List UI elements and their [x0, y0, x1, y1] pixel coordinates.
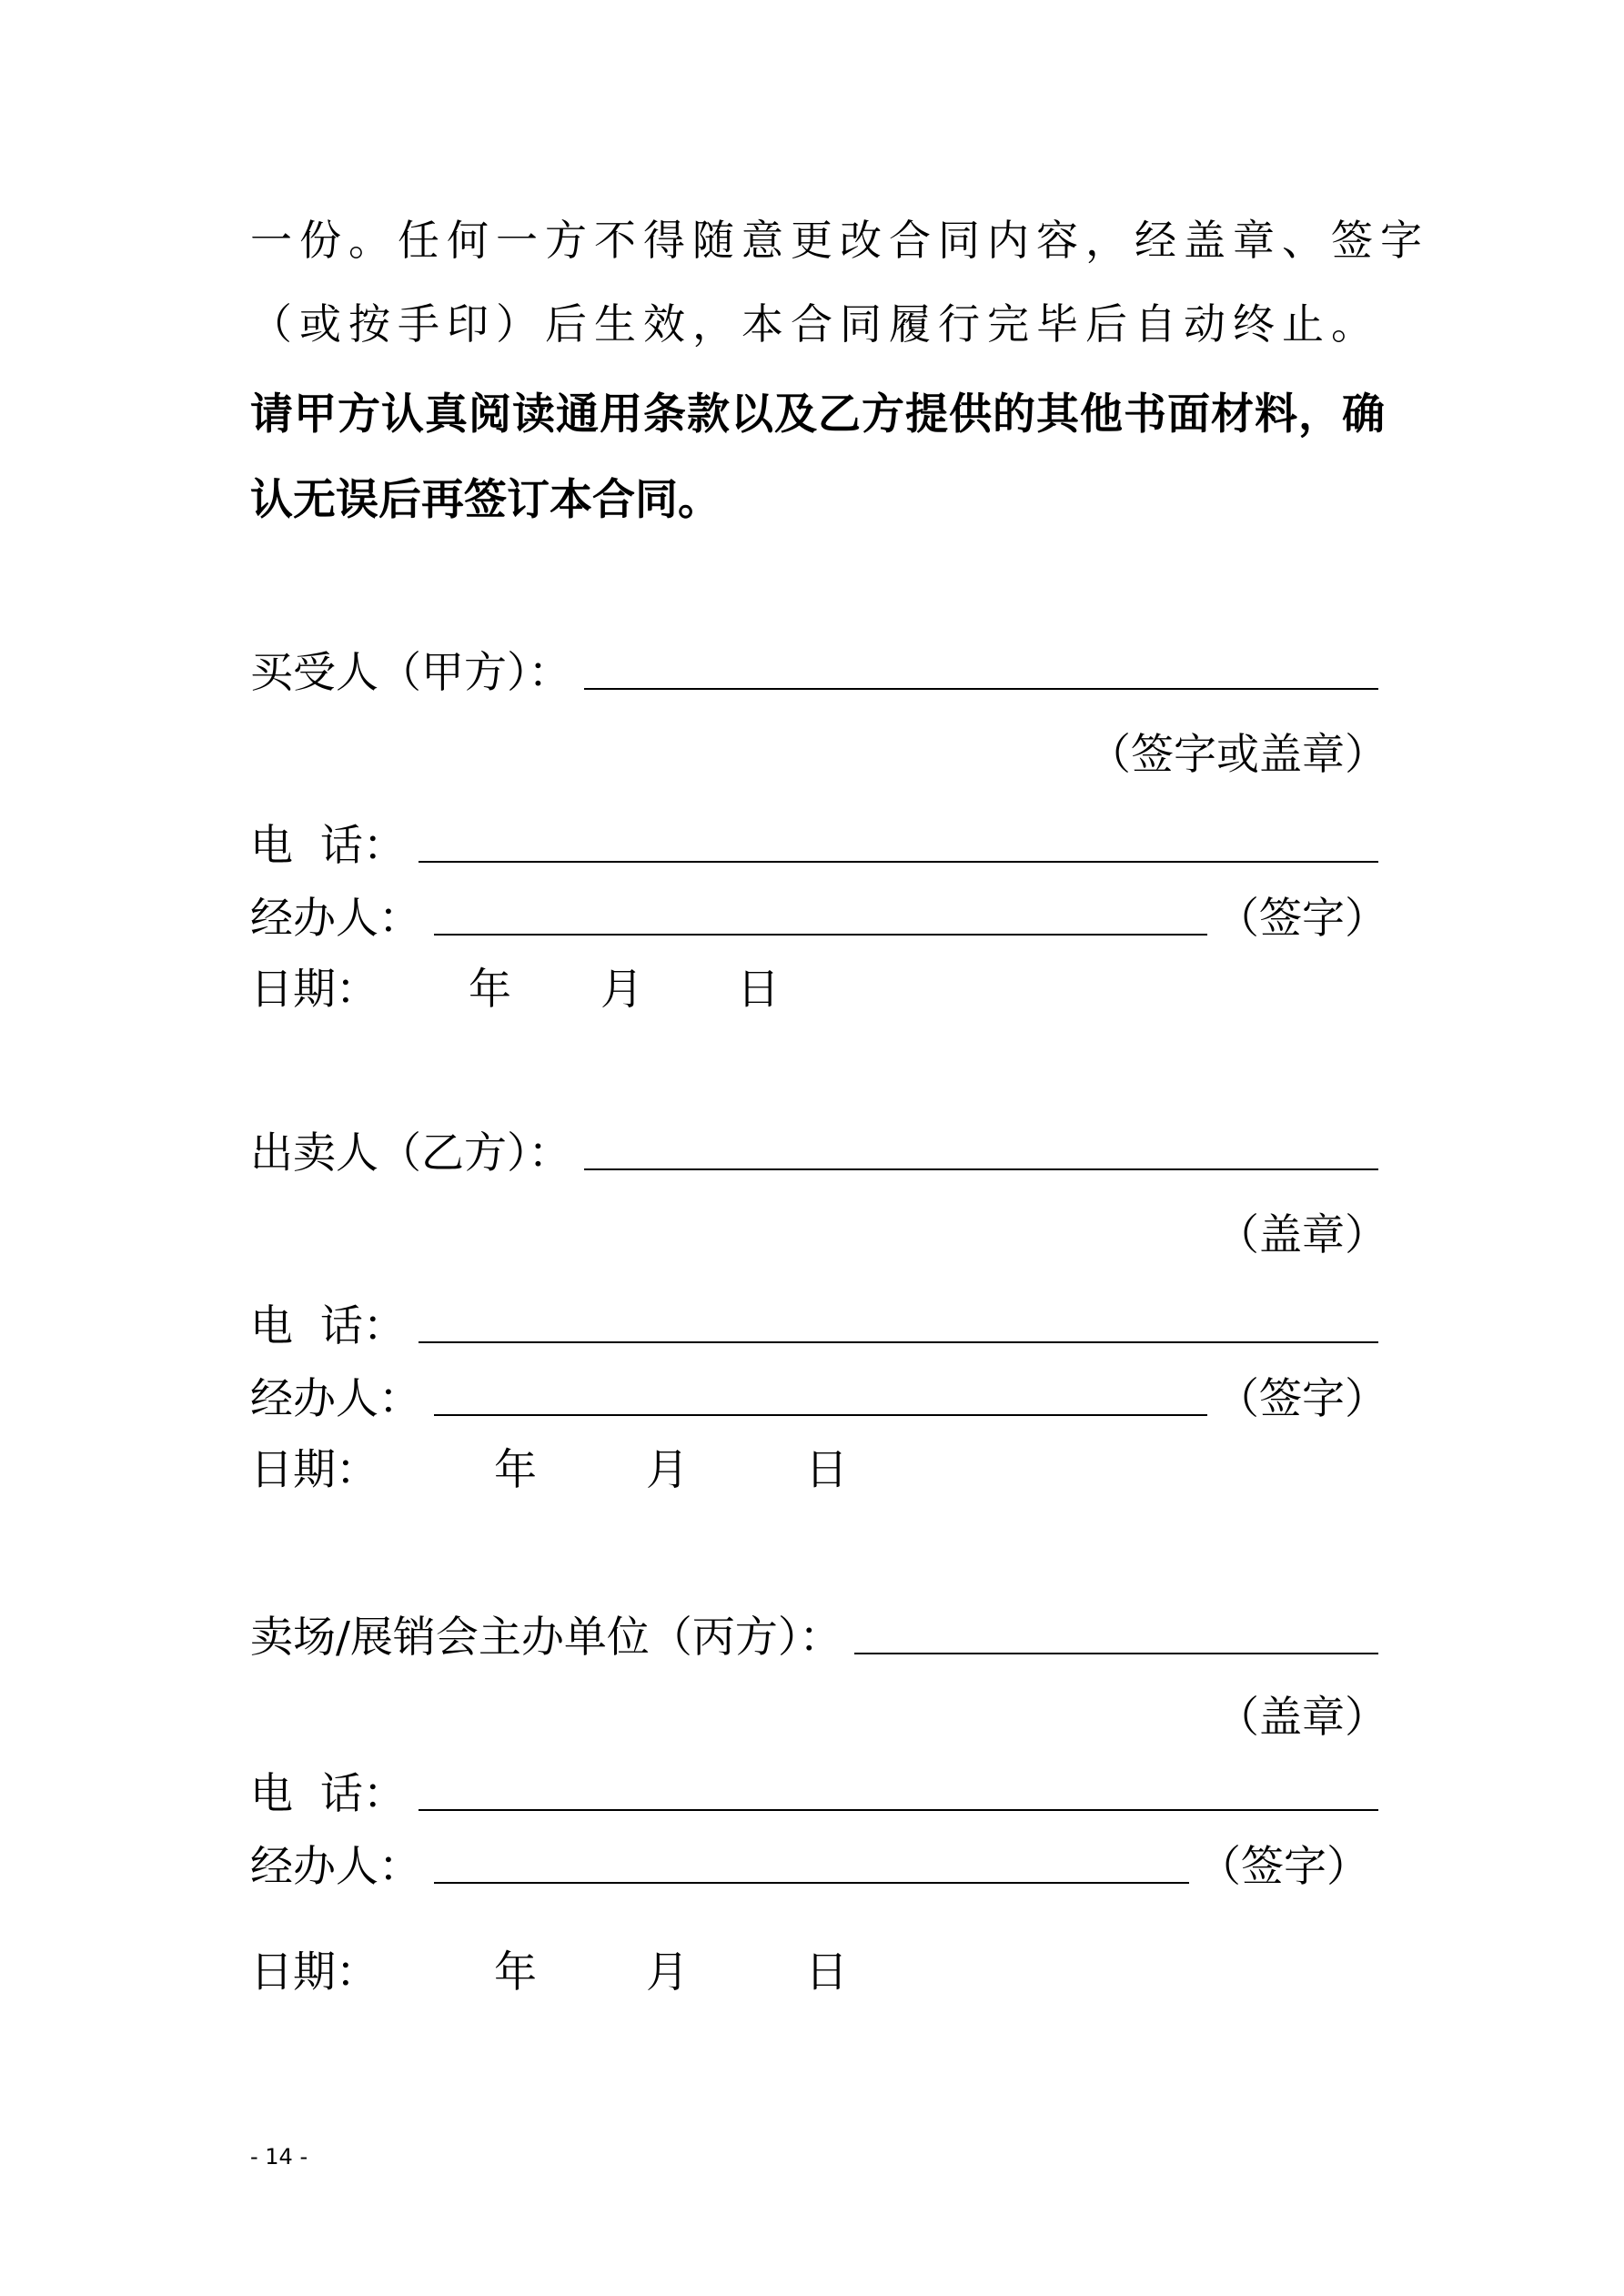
- party-a-name-line[interactable]: [584, 686, 1379, 690]
- party-b-name-field[interactable]: [250, 1118, 1387, 1181]
- party-a-date-label: 日期：: [250, 965, 378, 1015]
- party-c-agent-line[interactable]: [434, 1880, 1189, 1884]
- notice-text-line-1: 请甲方认真阅读通用条款以及乙方提供的其他书面材料，确: [250, 389, 1386, 440]
- party-b-date-year: 年: [494, 1445, 537, 1495]
- body-text-line-2: （或按手印）后生效，本合同履行完毕后自动终止。: [250, 299, 1380, 349]
- party-a-agent-line[interactable]: [434, 932, 1207, 936]
- party-c-agent-suffix: （签字）: [1198, 1842, 1369, 1892]
- party-b-phone-field[interactable]: [250, 1290, 1387, 1354]
- body-text-line-1: 一份。任何一方不得随意更改合同内容，经盖章、签字: [250, 216, 1429, 265]
- party-a-date: [250, 963, 796, 1017]
- party-c-date-day: 日: [805, 1947, 848, 1998]
- party-c-agent-field[interactable]: [250, 1831, 1369, 1895]
- party-b-date-day: 日: [805, 1445, 848, 1495]
- party-b-agent-label: 经办人：: [250, 1374, 421, 1424]
- party-b-date-label: 日期：: [250, 1445, 378, 1495]
- party-c-name-label: 卖场/展销会主办单位（丙方）：: [250, 1613, 842, 1663]
- party-a-phone-line[interactable]: [419, 859, 1378, 863]
- party-c-agent-label: 经办人：: [250, 1842, 421, 1892]
- party-c-phone-label: 电 话：: [250, 1769, 406, 1819]
- party-b-name-label: 出卖人（乙方）：: [250, 1128, 571, 1178]
- party-a-date-day: 日: [737, 965, 780, 1015]
- party-c-name-field[interactable]: [250, 1602, 1387, 1665]
- party-a-date-month: 月: [600, 965, 643, 1015]
- party-b-agent-field[interactable]: [250, 1363, 1387, 1427]
- party-b-sign-note: （盖章）: [1216, 1210, 1387, 1260]
- party-b-date: [250, 1443, 887, 1498]
- party-a-date-year: 年: [469, 965, 511, 1015]
- party-c-sign-note: （盖章）: [1216, 1693, 1387, 1743]
- party-a-agent-label: 经办人：: [250, 894, 421, 944]
- party-a-agent-suffix: （签字）: [1216, 894, 1387, 944]
- party-c-date-month: 月: [646, 1947, 689, 1998]
- party-c-date-label: 日期：: [250, 1947, 378, 1998]
- party-b-name-line[interactable]: [584, 1167, 1379, 1170]
- party-c-date: [250, 1946, 887, 2000]
- party-b-date-month: 月: [646, 1445, 689, 1495]
- party-b-phone-line[interactable]: [419, 1340, 1378, 1343]
- party-a-name-label: 买受人（甲方）：: [250, 648, 571, 698]
- page-number: - 14 -: [250, 2144, 308, 2170]
- party-a-phone-label: 电 话：: [250, 821, 406, 871]
- party-b-agent-line[interactable]: [434, 1412, 1207, 1416]
- party-b-phone-label: 电 话：: [250, 1301, 406, 1351]
- party-b-agent-suffix: （签字）: [1216, 1374, 1387, 1424]
- party-a-sign-note: （签字或盖章）: [1088, 730, 1387, 780]
- party-a-name-field[interactable]: [250, 637, 1387, 701]
- party-c-phone-field[interactable]: [250, 1758, 1387, 1822]
- party-c-date-year: 年: [494, 1947, 537, 1998]
- party-a-agent-field[interactable]: [250, 883, 1387, 946]
- party-c-phone-line[interactable]: [419, 1807, 1378, 1811]
- notice-text-line-2: 认无误后再签订本合同。: [250, 475, 721, 525]
- party-c-name-line[interactable]: [854, 1651, 1378, 1654]
- party-a-phone-field[interactable]: [250, 810, 1387, 874]
